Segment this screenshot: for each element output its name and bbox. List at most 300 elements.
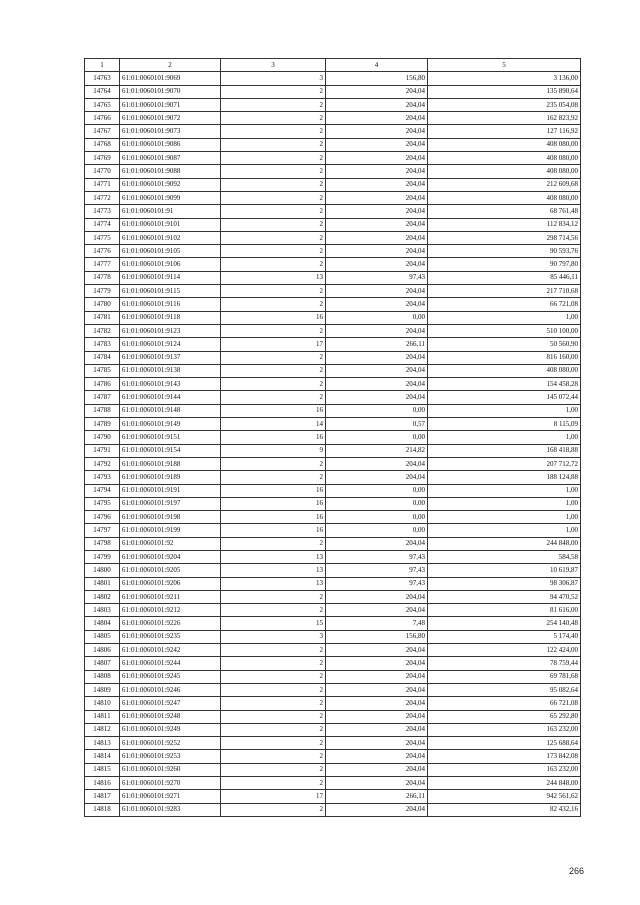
table-cell: 95 082,64	[428, 683, 581, 696]
table-cell: 61:01:0060101:9124	[120, 338, 221, 351]
table-cell: 3	[221, 72, 326, 85]
table-cell: 14813	[85, 737, 120, 750]
table-cell: 14815	[85, 763, 120, 776]
table-cell: 65 292,80	[428, 710, 581, 723]
table-cell: 94 470,52	[428, 590, 581, 603]
table-cell: 204,04	[326, 604, 428, 617]
table-cell: 82 432,16	[428, 803, 581, 816]
table-row	[85, 285, 581, 298]
table-cell: 816 160,00	[428, 351, 581, 364]
table-row	[85, 231, 581, 244]
table-cell: 2	[221, 604, 326, 617]
table-row	[85, 98, 581, 111]
table-cell: 408 080,00	[428, 165, 581, 178]
table-cell: 61:01:0060101:9116	[120, 298, 221, 311]
table-cell: 97,43	[326, 564, 428, 577]
table-cell: 1,00	[428, 484, 581, 497]
table-cell: 1,00	[428, 431, 581, 444]
table-row	[85, 471, 581, 484]
table-cell: 61:01:0060101:9260	[120, 763, 221, 776]
table-cell: 204,04	[326, 85, 428, 98]
table-cell: 14792	[85, 457, 120, 470]
table-cell: 61:01:0060101:9253	[120, 750, 221, 763]
table-cell: 14775	[85, 231, 120, 244]
table-cell: 204,04	[326, 803, 428, 816]
table-cell: 2	[221, 471, 326, 484]
table-cell: 14793	[85, 471, 120, 484]
table-row	[85, 258, 581, 271]
table-cell: 14777	[85, 258, 120, 271]
table-cell: 2	[221, 245, 326, 258]
table-cell: 1,00	[428, 511, 581, 524]
table-cell: 16	[221, 311, 326, 324]
table-cell: 90 797,80	[428, 258, 581, 271]
table-cell: 135 890,64	[428, 85, 581, 98]
table-cell: 61:01:0060101:9105	[120, 245, 221, 258]
table-cell: 156,80	[326, 630, 428, 643]
table-cell: 61:01:0060101:9114	[120, 271, 221, 284]
table-cell: 204,04	[326, 205, 428, 218]
table-cell: 14790	[85, 431, 120, 444]
table-cell: 235 054,08	[428, 98, 581, 111]
table-row	[85, 497, 581, 510]
table-cell: 61:01:0060101:9099	[120, 191, 221, 204]
table-cell: 2	[221, 378, 326, 391]
table-row	[85, 644, 581, 657]
table-cell: 2	[221, 750, 326, 763]
table-cell: 14771	[85, 178, 120, 191]
table-cell: 61:01:0060101:9123	[120, 324, 221, 337]
table-cell: 2	[221, 191, 326, 204]
table-cell: 61:01:0060101:9088	[120, 165, 221, 178]
table-cell: 207 712,72	[428, 457, 581, 470]
table-cell: 14814	[85, 750, 120, 763]
table-cell: 510 100,00	[428, 324, 581, 337]
table-cell: 14802	[85, 590, 120, 603]
table-row	[85, 511, 581, 524]
table-cell: 61:01:0060101:92	[120, 537, 221, 550]
table-cell: 2	[221, 670, 326, 683]
table-cell: 1,00	[428, 311, 581, 324]
table-cell: 127 116,92	[428, 125, 581, 138]
table-cell: 14772	[85, 191, 120, 204]
table-cell: 61:01:0060101:9073	[120, 125, 221, 138]
table-cell: 2	[221, 231, 326, 244]
table-cell: 16	[221, 511, 326, 524]
table-cell: 2	[221, 590, 326, 603]
table-cell: 14804	[85, 617, 120, 630]
table-row	[85, 418, 581, 431]
table-row	[85, 298, 581, 311]
table-cell: 2	[221, 644, 326, 657]
page-number: 266	[568, 866, 584, 876]
table-cell: 61:01:0060101:9188	[120, 457, 221, 470]
table-cell: 0,00	[326, 431, 428, 444]
table-cell: 16	[221, 431, 326, 444]
table-cell: 61:01:0060101:9148	[120, 404, 221, 417]
table-cell: 61:01:0060101:9070	[120, 85, 221, 98]
table-cell: 204,04	[326, 165, 428, 178]
table-cell: 14763	[85, 72, 120, 85]
table-cell: 61:01:0060101:9204	[120, 550, 221, 563]
table-cell: 204,04	[326, 125, 428, 138]
table-cell: 14782	[85, 324, 120, 337]
table-row	[85, 710, 581, 723]
table-cell: 14785	[85, 364, 120, 377]
table-cell: 16	[221, 524, 326, 537]
table-cell: 408 080,00	[428, 152, 581, 165]
table-row	[85, 178, 581, 191]
table-cell: 14803	[85, 604, 120, 617]
table-cell: 98 306,87	[428, 577, 581, 590]
table-row	[85, 484, 581, 497]
table-cell: 14812	[85, 723, 120, 736]
table-row	[85, 112, 581, 125]
table-cell: 3	[221, 630, 326, 643]
table-row	[85, 790, 581, 803]
table-cell: 9	[221, 444, 326, 457]
table-cell: 10 619,87	[428, 564, 581, 577]
table-cell: 14767	[85, 125, 120, 138]
table-cell: 204,04	[326, 750, 428, 763]
table-cell: 154 458,28	[428, 378, 581, 391]
table-row	[85, 218, 581, 231]
table-cell: 7,48	[326, 617, 428, 630]
table-cell: 2	[221, 457, 326, 470]
table-cell: 15	[221, 617, 326, 630]
table-cell: 68 761,48	[428, 205, 581, 218]
table-cell: 61:01:0060101:9118	[120, 311, 221, 324]
table-cell: 61:01:0060101:9211	[120, 590, 221, 603]
table-cell: 61:01:0060101:9248	[120, 710, 221, 723]
table-cell: 254 140,48	[428, 617, 581, 630]
table-cell: 204,04	[326, 245, 428, 258]
table-cell: 14781	[85, 311, 120, 324]
table-cell: 173 842,08	[428, 750, 581, 763]
table-row	[85, 577, 581, 590]
table-cell: 61:01:0060101:9137	[120, 351, 221, 364]
table-cell: 122 424,00	[428, 644, 581, 657]
table-row	[85, 152, 581, 165]
table-cell: 244 848,00	[428, 537, 581, 550]
table-row	[85, 311, 581, 324]
table-cell: 61:01:0060101:9115	[120, 285, 221, 298]
table-cell: 204,04	[326, 644, 428, 657]
table-cell: 163 232,00	[428, 723, 581, 736]
table-cell: 0,00	[326, 524, 428, 537]
table-cell: 2	[221, 777, 326, 790]
table-cell: 97,43	[326, 577, 428, 590]
table-row	[85, 351, 581, 364]
table-cell: 204,04	[326, 378, 428, 391]
table-cell: 3 136,00	[428, 72, 581, 85]
table-cell: 14817	[85, 790, 120, 803]
table-row	[85, 205, 581, 218]
table-cell: 14778	[85, 271, 120, 284]
table-cell: 204,04	[326, 191, 428, 204]
table-cell: 14800	[85, 564, 120, 577]
table-cell: 2	[221, 298, 326, 311]
table-row	[85, 723, 581, 736]
table-cell: 162 823,92	[428, 112, 581, 125]
table-cell: 2	[221, 112, 326, 125]
table-cell: 61:01:0060101:9197	[120, 497, 221, 510]
table-cell: 90 593,76	[428, 245, 581, 258]
table-row	[85, 404, 581, 417]
table-cell: 14768	[85, 138, 120, 151]
table-cell: 204,04	[326, 457, 428, 470]
table-row	[85, 271, 581, 284]
table-cell: 0,00	[326, 404, 428, 417]
table-cell: 14798	[85, 537, 120, 550]
table-row	[85, 683, 581, 696]
table-cell: 14786	[85, 378, 120, 391]
table-cell: 2	[221, 85, 326, 98]
table-cell: 97,43	[326, 550, 428, 563]
table-cell: 266,11	[326, 790, 428, 803]
table-cell: 2	[221, 697, 326, 710]
table-cell: 204,04	[326, 324, 428, 337]
table-cell: 13	[221, 564, 326, 577]
table-cell: 14807	[85, 657, 120, 670]
table-cell: 204,04	[326, 258, 428, 271]
table-cell: 61:01:0060101:9138	[120, 364, 221, 377]
table-cell: 50 560,90	[428, 338, 581, 351]
table-cell: 2	[221, 364, 326, 377]
table-cell: 61:01:0060101:9271	[120, 790, 221, 803]
table-cell: 14801	[85, 577, 120, 590]
table-cell: 204,04	[326, 670, 428, 683]
cadastral-value-table	[84, 58, 581, 817]
table-cell: 61:01:0060101:9205	[120, 564, 221, 577]
table-cell: 14	[221, 418, 326, 431]
table-cell: 204,04	[326, 285, 428, 298]
table-cell: 13	[221, 550, 326, 563]
table-row	[85, 165, 581, 178]
table-cell: 408 080,00	[428, 138, 581, 151]
table-cell: 204,04	[326, 218, 428, 231]
table-cell: 14789	[85, 418, 120, 431]
table-cell: 61:01:0060101:9199	[120, 524, 221, 537]
table-cell: 14796	[85, 511, 120, 524]
table-cell: 61:01:0060101:9245	[120, 670, 221, 683]
table-cell: 61:01:0060101:9283	[120, 803, 221, 816]
table-cell: 14776	[85, 245, 120, 258]
table-cell: 204,04	[326, 737, 428, 750]
table-row	[85, 85, 581, 98]
table-row	[85, 564, 581, 577]
table-cell: 13	[221, 271, 326, 284]
table-cell: 14806	[85, 644, 120, 657]
table-cell: 204,04	[326, 364, 428, 377]
table-cell: 16	[221, 404, 326, 417]
table-cell: 298 714,56	[428, 231, 581, 244]
table-row	[85, 364, 581, 377]
table-cell: 14773	[85, 205, 120, 218]
table-cell: 204,04	[326, 777, 428, 790]
table-cell: 97,43	[326, 271, 428, 284]
table-cell: 163 232,00	[428, 763, 581, 776]
table-cell: 61:01:0060101:9092	[120, 178, 221, 191]
table-cell: 204,04	[326, 710, 428, 723]
table-cell: 61:01:0060101:9106	[120, 258, 221, 271]
table-cell: 61:01:0060101:9198	[120, 511, 221, 524]
table-row	[85, 550, 581, 563]
table-row	[85, 125, 581, 138]
table-cell: 212 609,68	[428, 178, 581, 191]
table-cell: 16	[221, 497, 326, 510]
table-row	[85, 72, 581, 85]
table-row	[85, 338, 581, 351]
table-cell: 61:01:0060101:9149	[120, 418, 221, 431]
table-row	[85, 431, 581, 444]
table-cell: 66 721,08	[428, 697, 581, 710]
table-cell: 61:01:0060101:91	[120, 205, 221, 218]
table-cell: 61:01:0060101:9151	[120, 431, 221, 444]
table-cell: 204,04	[326, 98, 428, 111]
table-cell: 61:01:0060101:9101	[120, 218, 221, 231]
table-row	[85, 590, 581, 603]
table-cell: 2	[221, 138, 326, 151]
table-cell: 942 561,62	[428, 790, 581, 803]
table-cell: 0,00	[326, 511, 428, 524]
table-cell: 2	[221, 178, 326, 191]
table-row	[85, 537, 581, 550]
table-cell: 61:01:0060101:9086	[120, 138, 221, 151]
table-body	[85, 72, 581, 817]
table-cell: 61:01:0060101:9087	[120, 152, 221, 165]
table-cell: 2	[221, 218, 326, 231]
table-cell: 69 781,68	[428, 670, 581, 683]
table-cell: 112 834,12	[428, 218, 581, 231]
table-cell: 2	[221, 803, 326, 816]
table-cell: 17	[221, 338, 326, 351]
table-cell: 61:01:0060101:9189	[120, 471, 221, 484]
table-row	[85, 630, 581, 643]
table-cell: 61:01:0060101:9069	[120, 72, 221, 85]
table-cell: 14808	[85, 670, 120, 683]
table-cell: 61:01:0060101:9206	[120, 577, 221, 590]
table-cell: 204,04	[326, 763, 428, 776]
table-row	[85, 457, 581, 470]
table-cell: 408 080,00	[428, 191, 581, 204]
table-cell: 204,04	[326, 138, 428, 151]
table-cell: 0,57	[326, 418, 428, 431]
table-cell: 2	[221, 351, 326, 364]
table-cell: 204,04	[326, 697, 428, 710]
table-cell: 204,04	[326, 112, 428, 125]
table-cell: 14816	[85, 777, 120, 790]
table-cell: 214,82	[326, 444, 428, 457]
table-cell: 204,04	[326, 537, 428, 550]
table-cell: 14780	[85, 298, 120, 311]
table-cell: 14779	[85, 285, 120, 298]
table-cell: 2	[221, 537, 326, 550]
table-row	[85, 777, 581, 790]
table-cell: 0,00	[326, 497, 428, 510]
table-cell: 61:01:0060101:9242	[120, 644, 221, 657]
table-cell: 61:01:0060101:9071	[120, 98, 221, 111]
table-cell: 14770	[85, 165, 120, 178]
table-cell: 2	[221, 723, 326, 736]
table-cell: 266,11	[326, 338, 428, 351]
table-cell: 2	[221, 391, 326, 404]
table-cell: 204,04	[326, 657, 428, 670]
table-cell: 14818	[85, 803, 120, 816]
table-cell: 2	[221, 165, 326, 178]
table-cell: 14784	[85, 351, 120, 364]
table-cell: 204,04	[326, 590, 428, 603]
table-cell: 61:01:0060101:9154	[120, 444, 221, 457]
table-row	[85, 803, 581, 816]
table-cell: 168 418,88	[428, 444, 581, 457]
table-cell: 14769	[85, 152, 120, 165]
table-cell: 2	[221, 657, 326, 670]
table-cell: 61:01:0060101:9226	[120, 617, 221, 630]
table-cell: 14797	[85, 524, 120, 537]
table-cell: 61:01:0060101:9252	[120, 737, 221, 750]
table-cell: 204,04	[326, 471, 428, 484]
table-cell: 14795	[85, 497, 120, 510]
table-row	[85, 324, 581, 337]
table-row	[85, 604, 581, 617]
table-cell: 204,04	[326, 391, 428, 404]
column-header: 2	[120, 59, 221, 72]
table-cell: 61:01:0060101:9143	[120, 378, 221, 391]
table-cell: 61:01:0060101:9235	[120, 630, 221, 643]
table-row	[85, 524, 581, 537]
table-cell: 61:01:0060101:9270	[120, 777, 221, 790]
table-cell: 204,04	[326, 231, 428, 244]
table-row	[85, 191, 581, 204]
table-cell: 61:01:0060101:9102	[120, 231, 221, 244]
table-cell: 85 446,11	[428, 271, 581, 284]
column-header: 5	[428, 59, 581, 72]
table-cell: 0,00	[326, 484, 428, 497]
table-header-row	[85, 59, 581, 72]
table-cell: 2	[221, 285, 326, 298]
table-cell: 2	[221, 737, 326, 750]
table-cell: 2	[221, 324, 326, 337]
table-cell: 204,04	[326, 683, 428, 696]
table-cell: 5 174,40	[428, 630, 581, 643]
table-cell: 66 721,08	[428, 298, 581, 311]
table-cell: 204,04	[326, 298, 428, 311]
table-row	[85, 763, 581, 776]
table-cell: 8 115,09	[428, 418, 581, 431]
table-cell: 61:01:0060101:9249	[120, 723, 221, 736]
table-cell: 2	[221, 98, 326, 111]
table-cell: 188 124,88	[428, 471, 581, 484]
table-cell: 2	[221, 258, 326, 271]
column-header: 3	[221, 59, 326, 72]
table-cell: 14809	[85, 683, 120, 696]
table-cell: 584,58	[428, 550, 581, 563]
table-cell: 61:01:0060101:9072	[120, 112, 221, 125]
table-cell: 78 759,44	[428, 657, 581, 670]
table-cell: 1,00	[428, 404, 581, 417]
table-cell: 16	[221, 484, 326, 497]
table-cell: 244 848,00	[428, 777, 581, 790]
table-cell: 14774	[85, 218, 120, 231]
table-cell: 14799	[85, 550, 120, 563]
table-cell: 14810	[85, 697, 120, 710]
table-cell: 61:01:0060101:9212	[120, 604, 221, 617]
table-cell: 14794	[85, 484, 120, 497]
table-cell: 2	[221, 125, 326, 138]
table-cell: 1,00	[428, 497, 581, 510]
table-cell: 204,04	[326, 351, 428, 364]
